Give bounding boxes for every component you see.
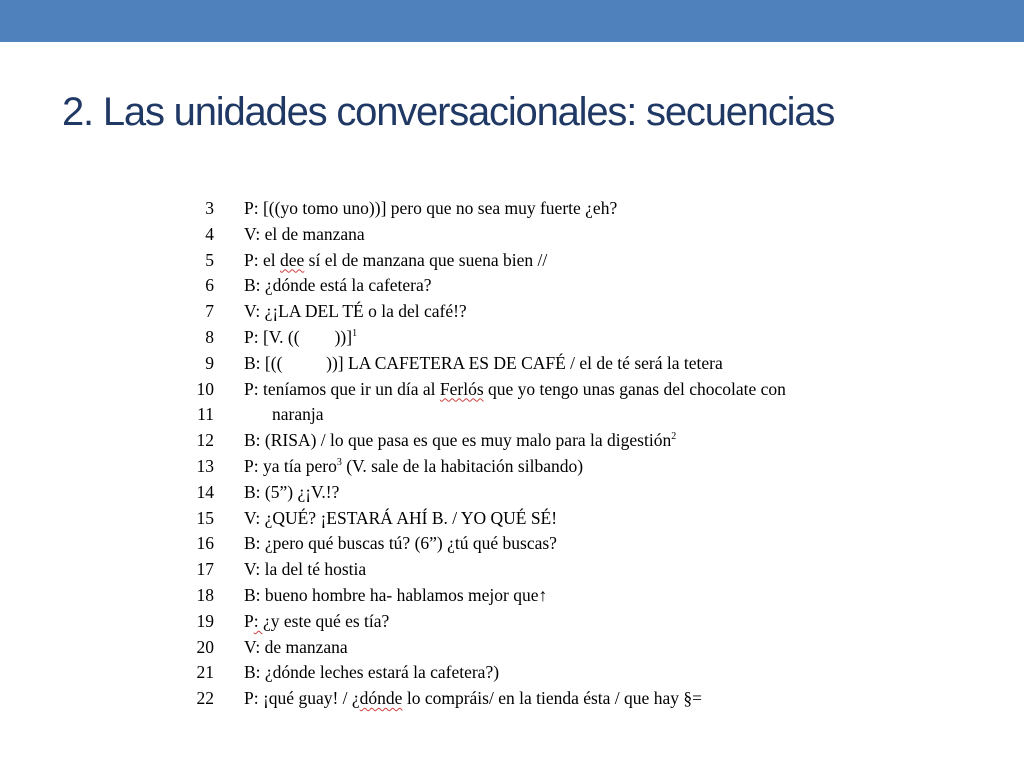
transcript-line [186,325,846,351]
line-text [244,660,499,686]
line-number: 22 [196,688,214,709]
transcript-line [186,686,846,712]
line-text-part: V: de manzana [244,636,348,657]
line-text-part: B: ¿pero qué buscas tú? (6”) ¿tú qué buscas? [244,533,557,554]
line-text-part: V: ¿¡LA DEL TÉ o la del café!? [244,301,467,322]
line-text [244,531,557,557]
transcript-line [186,454,846,480]
line-number: 12 [196,430,214,451]
line-number: 9 [205,352,214,373]
line-number: 5 [205,249,214,270]
line-text-part: sí el de manzana que suena bien // [304,249,548,270]
line-number: 7 [205,301,214,322]
line-text-part: lo compráis/ en la tienda ésta / que hay §= [402,688,702,709]
transcript-line [186,196,846,222]
transcript-line [186,222,846,248]
spellcheck-flagged-word: : ¿ [253,610,271,631]
line-text [244,351,723,377]
line-text [244,635,348,661]
spellcheck-flagged-word: dee [279,249,305,270]
line-text [244,609,389,635]
line-number: 21 [196,662,214,683]
line-text-part: P: ya tía pero [244,455,337,476]
header-accent-bar [0,0,1024,42]
line-text [244,248,547,274]
line-text-part: P: teníamos que ir un día al [244,378,440,399]
line-number: 19 [196,610,214,631]
line-number: 4 [205,223,214,244]
transcript-line [186,248,846,274]
spellcheck-flagged-word: Ferlós [439,378,484,399]
footnote-marker: 1 [352,328,358,340]
line-number: 14 [196,481,214,502]
line-text-part: B: (RISA) / lo que pasa es que es muy malo para la digestión [244,430,672,451]
line-number: 3 [205,198,214,218]
footnote-marker: 2 [671,431,677,443]
line-text-part: B: bueno hombre ha- hablamos mejor que↑ [244,584,548,605]
line-text-part: V: el de manzana [244,223,365,244]
transcript-line [186,635,846,661]
spellcheck-flagged-word: dónde [359,688,403,709]
line-text-part: P [244,610,254,631]
line-number: 17 [196,559,214,580]
line-number: 18 [196,584,214,605]
transcript-line [186,480,846,506]
line-text-part: V: ¿QUÉ? ¡ESTARÁ AHÍ B. / YO QUÉ SÉ! [244,507,558,528]
transcript-line [186,299,846,325]
line-text [244,480,339,506]
transcript-line [186,660,846,686]
line-text [244,196,617,222]
line-text [244,273,432,299]
transcript-line [186,609,846,635]
transcript-line [186,557,846,583]
line-text-part: B: [(( ))] LA CAFETERA ES DE CAFÉ / el de té será la tetera [244,352,723,373]
transcript-line [186,531,846,557]
line-number: 8 [205,326,214,347]
line-text-part: P: [((yo tomo uno))] pero que no sea muy fuerte ¿eh? [244,198,618,218]
line-text [244,325,357,351]
transcript-line [186,428,846,454]
line-text-part: y este qué es tía? [270,610,390,631]
line-number: 16 [196,533,214,554]
transcript-line [186,377,846,403]
line-text [244,299,467,325]
line-text-part: P: [V. (( ))] [244,326,353,347]
line-number: 10 [196,378,214,399]
line-text-part: V: la del té hostia [244,559,367,580]
line-text-part: que yo tengo unas ganas del chocolate con [483,378,786,399]
transcript-line [186,506,846,532]
line-text-part: P: ¡qué guay! / ¿ [244,688,360,709]
line-text-part: B: (5”) ¿¡V.!? [244,481,340,502]
line-text-part: B: ¿dónde leches estará la cafetera?) [244,662,500,683]
slide-title: 2. Las unidades conversacionales: secuencias [62,90,835,134]
line-text [244,506,557,532]
line-text [244,557,366,583]
transcript [186,196,846,712]
line-text [244,686,702,712]
line-text [244,454,583,480]
line-number: 6 [205,275,214,296]
line-text [244,583,547,609]
line-text-part: naranja [272,404,324,425]
line-text-part: P: el [244,249,280,270]
transcript-line [186,402,846,428]
transcript-line [186,273,846,299]
line-text [244,222,365,248]
line-number: 13 [196,455,214,476]
transcript-line [186,351,846,377]
line-text [272,402,324,428]
line-number: 15 [196,507,214,528]
line-text-part: (V. sale de la habitación silbando) [341,455,584,476]
line-number: 11 [197,404,214,425]
transcript-line [186,583,846,609]
line-text [244,377,786,403]
footnote-marker: 3 [336,457,342,469]
line-text-part: B: ¿dónde está la cafetera? [244,275,432,296]
line-number: 20 [196,636,214,657]
line-text [244,428,676,454]
